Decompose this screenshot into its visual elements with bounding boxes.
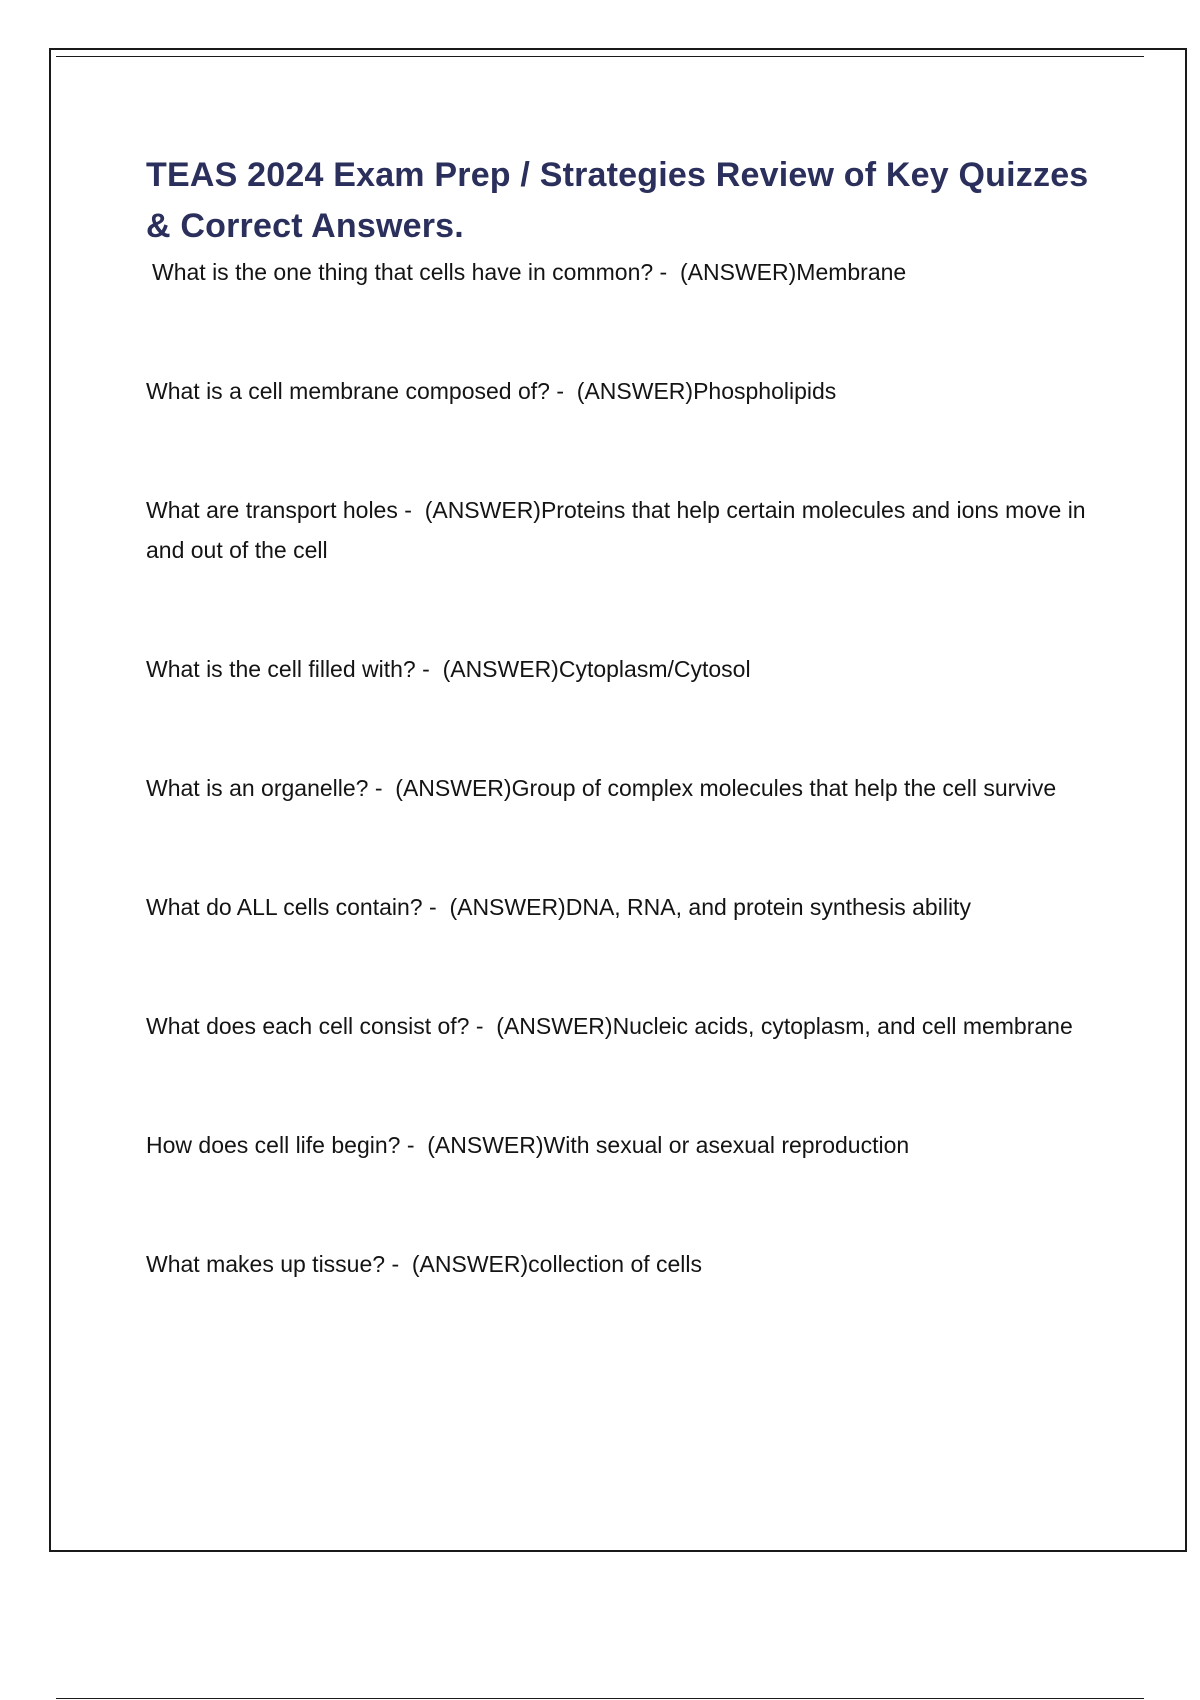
answer-marker: (ANSWER) [424,497,541,523]
answer-marker: (ANSWER) [411,1251,529,1277]
question-text: What is a cell membrane composed of? - [146,378,565,404]
qa-list [146,252,1096,1284]
question-text: How does cell life begin? - [146,1132,415,1158]
question-text: What is an organelle? - [146,775,383,801]
answer-text: Phospholipids [693,378,837,404]
qa-item [146,1006,1096,1046]
bottom-rule-line [56,1698,1144,1699]
document-title: TEAS 2024 Exam Prep / Strategies Review of Key Quizzes & Correct Answers. [146,156,1089,245]
answer-marker: (ANSWER) [680,259,797,285]
qa-item [146,887,1096,927]
answer-marker: (ANSWER) [496,1013,613,1039]
question-text: What are transport holes - [146,497,412,523]
qa-item [146,1125,1096,1165]
question-text: What makes up tissue? - [146,1251,400,1277]
answer-text: Cytoplasm/Cytosol [558,656,751,682]
answer-marker: (ANSWER) [449,894,566,920]
answer-marker: (ANSWER) [576,378,694,404]
question-text: What is the one thing that cells have in common? - [152,259,668,285]
answer-text: Proteins that help certain molecules and ions move in and out of the cell [146,497,1086,563]
answer-text: collection of cells [528,1251,703,1277]
answer-text: With sexual or asexual reproduction [543,1132,910,1158]
answer-text: DNA, RNA, and protein synthesis ability [565,894,971,920]
answer-text: Membrane [796,259,907,285]
qa-item [146,490,1096,570]
question-text: What is the cell filled with? - [146,656,430,682]
top-rule-line [56,56,1144,57]
document-body [146,150,1096,1284]
question-text: What does each cell consist of? - [146,1013,484,1039]
qa-item [146,649,1096,689]
qa-item [146,1244,1096,1284]
qa-item [146,768,1096,808]
qa-item [146,252,1096,292]
qa-item [146,371,1096,411]
answer-text: Group of complex molecules that help the cell survive [511,775,1057,801]
answer-marker: (ANSWER) [442,656,559,682]
answer-text: Nucleic acids, cytoplasm, and cell membrane [612,1013,1073,1039]
answer-marker: (ANSWER) [427,1132,544,1158]
answer-marker: (ANSWER) [395,775,512,801]
question-text: What do ALL cells contain? - [146,894,437,920]
